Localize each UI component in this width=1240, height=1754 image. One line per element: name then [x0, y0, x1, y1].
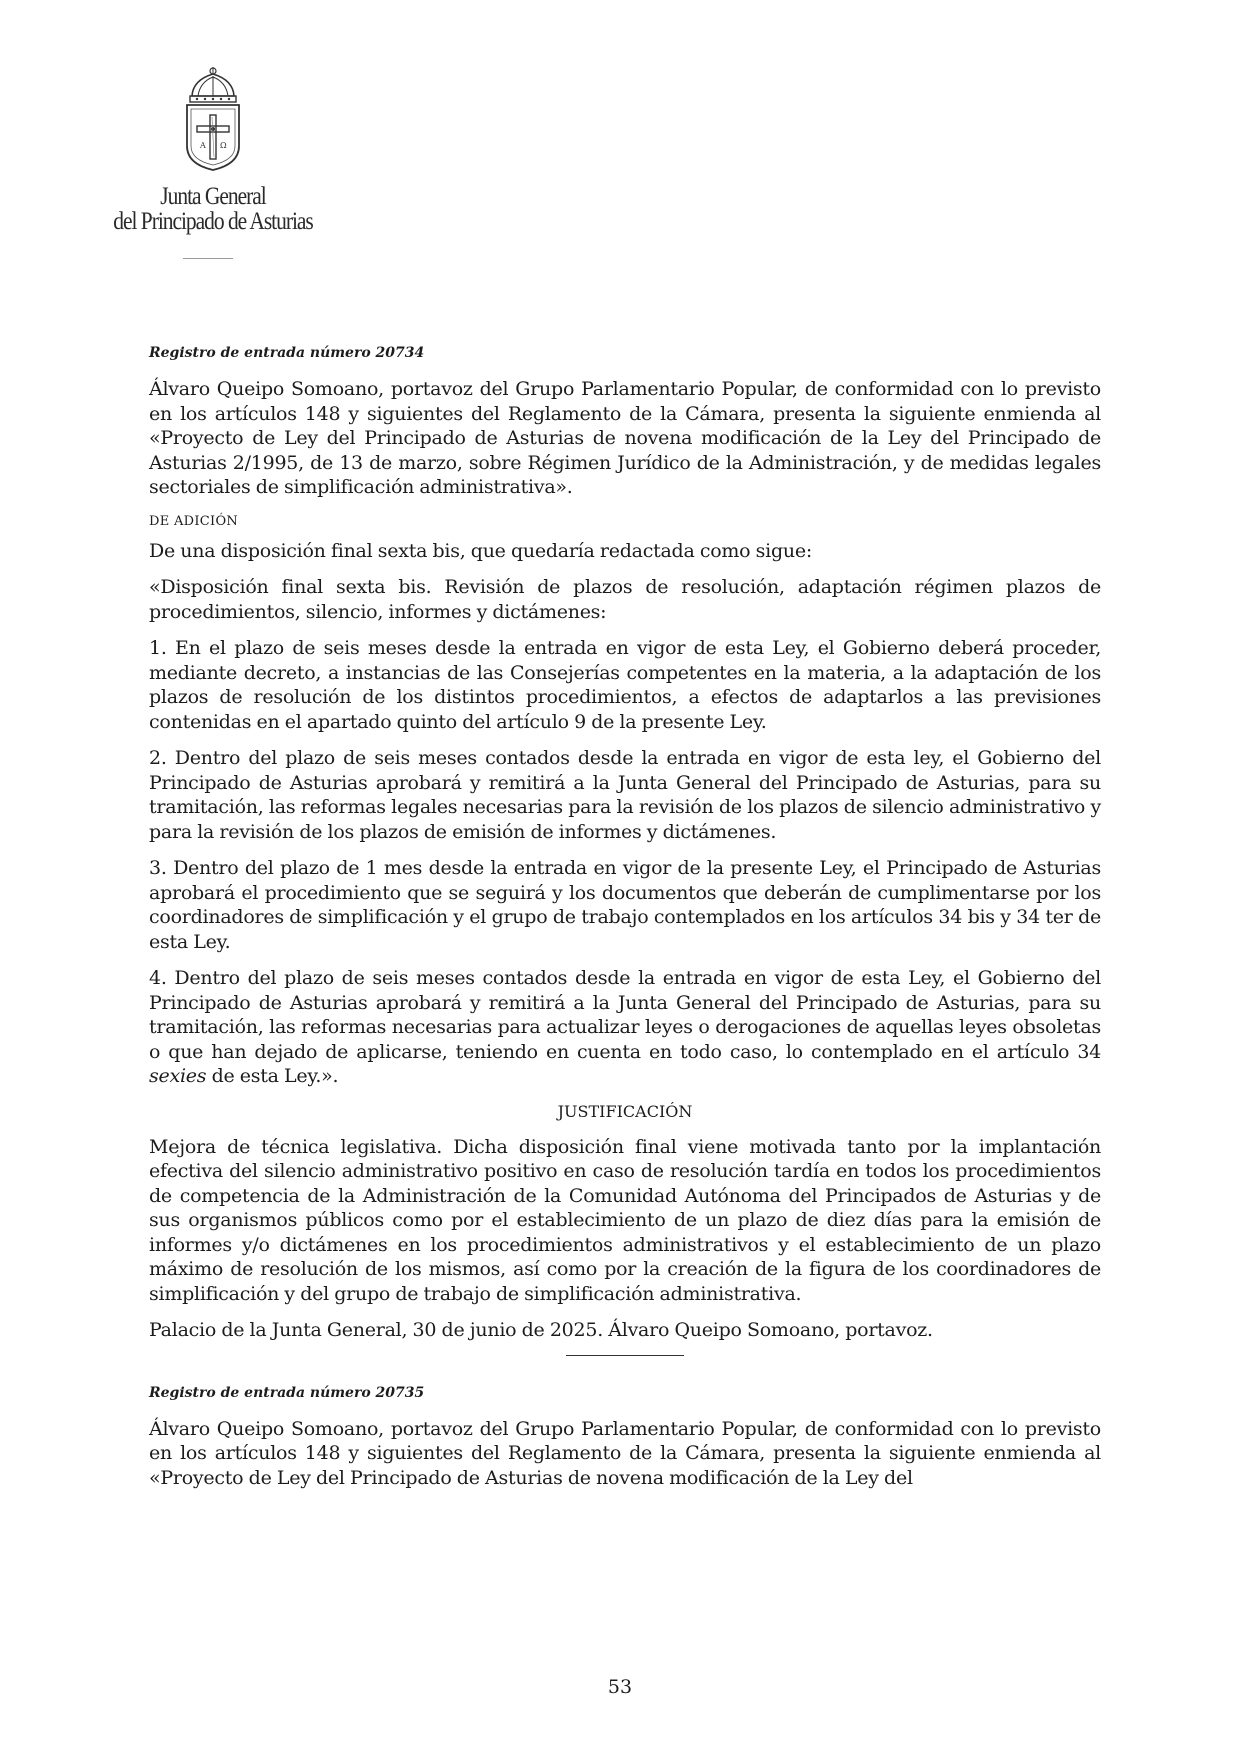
signature-line: Palacio de la Junta General, 30 de junio de 2025. Álvaro Queipo Somoano, portavoz. [149, 1319, 933, 1341]
organization-name-line2: del Principado de Asturias [113, 208, 313, 235]
page-number: 53 [607, 1676, 633, 1698]
amendment-intro-2: Álvaro Queipo Somoano, portavoz del Grupo Parlamentario Popular, de conformidad con lo previsto en los artículos 148 y siguientes del Reglamento de la Cámara, presenta la siguiente enmienda al «Proyecto de Ley del Principado de Asturias de novena modificación de la Ley del [149, 1417, 1101, 1489]
justification-text: Mejora de técnica legislativa. Dicha disposición final viene motivada tanto por la implantación efectiva del silencio administrativo positivo en caso de resolución tardía en todos los procedimientos de competencia de la Administración de la Comunidad Autónoma del Principados de Asturias y de sus organismos públicos como por el establecimiento de un plazo de diez días para la emisión de informes y/o dictámenes en los procedimientos administrativos y el establecimiento de un plazo máximo de resolución de los mismos, así como por la creación de la figura de los coordinadores de simplificación y del grupo de trabajo de simplificación administrativa. [149, 1135, 1101, 1305]
amendment-type-label: DE ADICIÓN [149, 513, 239, 529]
provision-item-4-end: de esta Ley.». [206, 1065, 339, 1087]
provision-item-4-italic: sexies [149, 1065, 207, 1087]
organization-name [106, 184, 321, 234]
registry-entry-heading: Registro de entrada número 20734 [149, 345, 425, 361]
svg-text:A: A [200, 141, 206, 150]
justification-heading: JUSTIFICACIÓN [557, 1101, 693, 1121]
provision-item-3: 3. Dentro del plazo de 1 mes desde la entrada en vigor de la presente Ley, el Principado de Asturias aprobará el procedimiento que se seguirá y los documentos que deberán de cumplimentarse por los coordinadores de simplificación y el grupo de trabajo contemplados en los artículos 34 bis y 34 ter de esta Ley. [149, 857, 1101, 953]
coat-of-arms-icon [178, 66, 248, 172]
section-separator [566, 1355, 684, 1356]
provision-item-2: 2. Dentro del plazo de seis meses contados desde la entrada en vigor de esta ley, el Gobierno del Principado de Asturias aprobará y remitirá a la Junta General del Principado de Asturias, para su tramitación, las reformas legales necesarias para la revisión de los plazos de silencio administrativo y para la revisión de los plazos de emisión de informes y dictámenes. [149, 747, 1101, 843]
svg-text:Ω: Ω [220, 141, 227, 150]
header-divider [183, 258, 233, 259]
organization-name-line1: Junta General [160, 183, 266, 210]
registry-entry-heading-2: Registro de entrada número 20735 [149, 1384, 425, 1401]
provision-item-4 [149, 966, 1101, 1089]
header-logo [88, 66, 338, 234]
amendment-intro: Álvaro Queipo Somoano, portavoz del Grupo Parlamentario Popular, de conformidad con lo previsto en los artículos 148 y siguientes del Reglamento de la Cámara, presenta la siguiente enmienda al «Proyecto de Ley del Principado de Asturias de novena modificación de la Ley del Principado de Asturias 2/1995, de 13 de marzo, sobre Régimen Jurídico de la Administración, y de medidas legales sectoriales de simplificación administrativa». [149, 378, 1101, 498]
provision-item-1: 1. En el plazo de seis meses desde la entrada en vigor de esta Ley, el Gobierno deberá proceder, mediante decreto, a instancias de las Consejerías competentes en la materia, a la adaptación de los plazos de resolución de los distintos procedimientos, a efectos de adaptarlos a las previsiones contenidas en el apartado quinto del artículo 9 de la presente Ley. [149, 637, 1101, 733]
provision-title: «Disposición final sexta bis. Revisión de plazos de resolución, adaptación régimen plazos de procedimientos, silencio, informes y dictámenes: [149, 576, 1101, 623]
provision-item-4-text: 4. Dentro del plazo de seis meses contados desde la entrada en vigor de esta Ley, el Gobierno del Principado de Asturias aprobará y remitirá a la Junta General del Principado de Asturias, para su tramitación, las reformas necesarias para actualizar leyes o derogaciones de aquellas leyes obsoletas o que han dejado de aplicarse, teniendo en cuenta en todo caso, lo contemplado en el artículo 34 [149, 967, 1101, 1063]
addition-paragraph: De una disposición final sexta bis, que quedaría redactada como sigue: [149, 539, 813, 562]
document-body [149, 344, 1101, 1502]
